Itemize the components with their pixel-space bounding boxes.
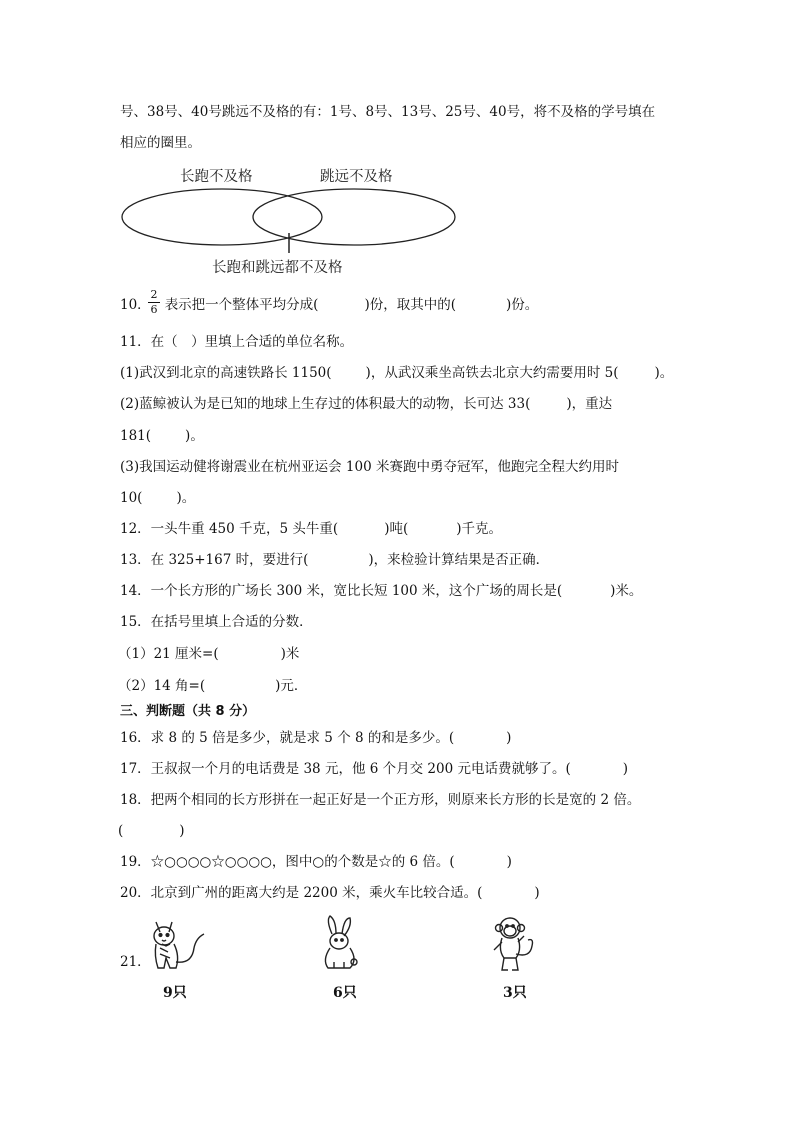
question-text: )。 [176, 490, 196, 506]
question-text: (1)武汉到北京的高速铁路长 1150( [120, 365, 332, 381]
venn-left-label: 长跑不及格 [180, 169, 253, 185]
question-text: )。 [654, 365, 674, 381]
question-13 [120, 551, 549, 569]
question-text: 17．王叔叔一个月的电话费是 38 元，他 6 个月交 200 元电话费就够了。( [120, 761, 571, 777]
venn-diagram [118, 185, 463, 255]
question-17 [120, 760, 628, 778]
question-11-2-cont [120, 427, 204, 445]
cat-icon [148, 918, 210, 974]
venn-right-label: 跳远不及格 [320, 169, 393, 185]
question-text: ) [506, 730, 512, 746]
question-11: 11．在（ ）里填上合适的单位名称。 [120, 334, 354, 350]
question-text: 13．在 325+167 时，要进行( [120, 552, 309, 568]
question-14 [120, 582, 642, 600]
venn-bottom-label: 长跑和跳远都不及格 [212, 260, 343, 276]
question-15: 15．在括号里填上合适的分数． [120, 614, 313, 630]
question-text: 10( [120, 490, 143, 506]
question-text: 14．一个长方形的广场长 300 米，宽比长短 100 米，这个广场的周长是( [120, 583, 563, 599]
fraction-numerator: 2 [150, 288, 158, 301]
question-19 [120, 853, 512, 871]
rabbit-icon [320, 914, 364, 974]
question-11-3-cont [120, 489, 195, 507]
question-text: )元． [275, 678, 308, 694]
question-text: )份。 [506, 297, 539, 313]
question-text: ) [506, 854, 512, 870]
question-text: （2）14 角=( [118, 678, 206, 694]
question-text: ) [534, 885, 540, 901]
question-text: )米 [280, 646, 300, 662]
question-15-1 [118, 645, 299, 663]
fraction-denominator: 6 [150, 303, 158, 316]
question-text: （1）21 厘米=( [118, 646, 219, 662]
venn-right-ellipse [253, 189, 455, 245]
question-text: 16．求 8 的 5 倍是多少，就是求 5 个 8 的和是多少。( [120, 730, 455, 746]
question-text: )，重达 [566, 396, 613, 412]
question-11-3: (3)我国运动健将谢震业在杭州亚运会 100 米赛跑中勇夺冠军，他跑完全程大约用时 [120, 459, 619, 475]
question-text: )米。 [610, 583, 643, 599]
question-20 [120, 884, 540, 902]
question-text: 19．☆○○○○☆○○○○，图中○的个数是☆的 6 倍。( [120, 854, 455, 870]
question-text: )吨( [384, 521, 409, 537]
question-12 [120, 520, 502, 538]
question-text: 表示把一个整体平均分成( [164, 297, 319, 313]
question-text: )，从武汉乘坐高铁去北京大约需要用时 5( [365, 365, 619, 381]
venn-left-ellipse [122, 189, 322, 245]
question-18-answer [118, 822, 185, 840]
question-11-1 [120, 364, 673, 382]
rabbit-count-label: 6只 [333, 985, 357, 1001]
question-text: ) [622, 761, 629, 777]
question-text: )，来检验计算结果是否正确． [368, 552, 550, 568]
question-text: 12．一头牛重 450 千克，5 头牛重( [120, 521, 339, 537]
question-18: 18．把两个相同的长方形拼在一起正好是一个正方形，则原来长方形的长是宽的 2 倍。 [120, 792, 641, 808]
question-text: 181( [120, 428, 152, 444]
monkey-count-label: 3只 [503, 985, 527, 1001]
section-heading: 三、判断题（共 8 分） [120, 704, 256, 719]
question-21: 21． [120, 954, 151, 970]
question-text: 20．北京到广州的距离大约是 2200 米，乘火车比较合适。( [120, 885, 483, 901]
text-line: 相应的圈里。 [120, 135, 201, 151]
monkey-icon [490, 914, 538, 974]
question-10 [120, 296, 538, 314]
question-number: 10． [120, 297, 151, 313]
question-text: (2)蓝鲸被认为是已知的地球上生存过的体积最大的动物，长可达 33( [120, 396, 531, 412]
question-16 [120, 729, 511, 747]
question-text: )份，取其中的( [364, 297, 457, 313]
question-11-2 [120, 395, 612, 413]
question-text: )千克。 [456, 521, 503, 537]
question-text: ) [179, 823, 185, 839]
question-text: ( [118, 823, 124, 839]
question-text: )。 [185, 428, 204, 444]
cat-count-label: 9只 [163, 985, 187, 1001]
question-15-2 [118, 677, 307, 695]
text-line: 号、38号、40号跳远不及格的有：1号、8号、13号、25号、40号，将不及格的学号填在 [120, 104, 656, 120]
fraction [148, 289, 160, 316]
